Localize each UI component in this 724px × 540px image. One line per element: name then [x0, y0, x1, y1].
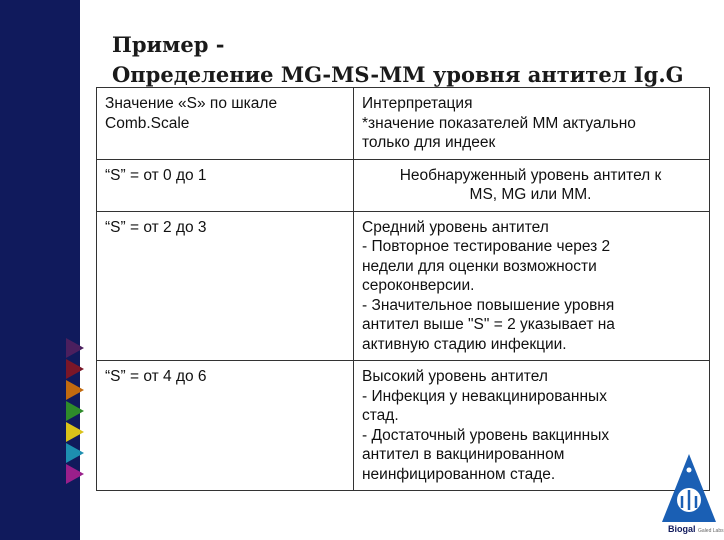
interpretation-line: - Повторное тестирование через 2 [362, 238, 611, 255]
arrow-icon-5 [66, 422, 84, 442]
logo-brand: Biogal [668, 524, 696, 534]
interpretation-cell [354, 211, 710, 361]
interpretation-line: - Инфекция у невакцинированных [362, 387, 607, 405]
logo-tagline: Galed Labs [698, 528, 724, 534]
interpretation-line: - Достаточный уровень вакцинных [362, 426, 610, 444]
interpretation-line: недели для оценки возможности [362, 257, 597, 275]
interpretation-line: Необнаруженный уровень антител к [399, 166, 662, 184]
header-interpretation-line: Интерпретация [362, 95, 473, 112]
title-line-2: Определение MG-MS-MM уровня антител Ig.G [112, 62, 684, 87]
interpretation-line: стад. [362, 407, 399, 424]
interpretation-line: Высокий уровень антител [362, 368, 548, 385]
scale-cell: “S” = от 4 до 6 [97, 361, 354, 491]
interpretation-line: антител выше "S" = 2 указывает на [362, 316, 615, 333]
table-row [97, 159, 710, 211]
title-line-1: Пример - [112, 32, 225, 57]
interpretation-cell [354, 159, 710, 211]
interpretation-line: Средний уровень антител [362, 218, 549, 236]
header-interpretation-cell [354, 88, 710, 160]
table-row [97, 361, 710, 491]
arrow-icon-2 [66, 359, 84, 379]
scale-cell: “S” = от 2 до 3 [97, 211, 354, 361]
arrow-icon-7 [66, 464, 84, 484]
interpretation-line: сероконверсии. [362, 277, 475, 294]
table-header-row [97, 88, 710, 160]
interpretation-table [96, 87, 710, 491]
scale-cell: “S” = от 0 до 1 [97, 159, 354, 211]
logo-dot [687, 468, 692, 473]
interpretation-line: - Значительное повышение уровня [362, 296, 615, 314]
arrow-icon-1 [66, 338, 84, 358]
interpretation-line: активную стадию инфекции. [362, 335, 567, 353]
arrow-icon-3 [66, 380, 84, 400]
arrow-icon-4 [66, 401, 84, 421]
slide-title [112, 30, 702, 90]
header-scale-line: Comb.Scale [105, 114, 190, 132]
interpretation-line: неинфицированном стаде. [362, 465, 556, 483]
header-interpretation-line: только для индеек [362, 134, 496, 151]
interpretation-cell [354, 361, 710, 491]
arrow-icon-6 [66, 443, 84, 463]
interpretation-line: антител в вакцинированном [362, 446, 565, 463]
header-scale-cell [97, 88, 354, 160]
table-row [97, 211, 710, 361]
logo-text [668, 524, 724, 534]
header-interpretation-line: *значение показателей ММ актуально [362, 114, 636, 132]
header-scale-line: Значение «S» по шкале [105, 95, 278, 112]
interpretation-line: MS, MG или ММ. [469, 186, 592, 203]
